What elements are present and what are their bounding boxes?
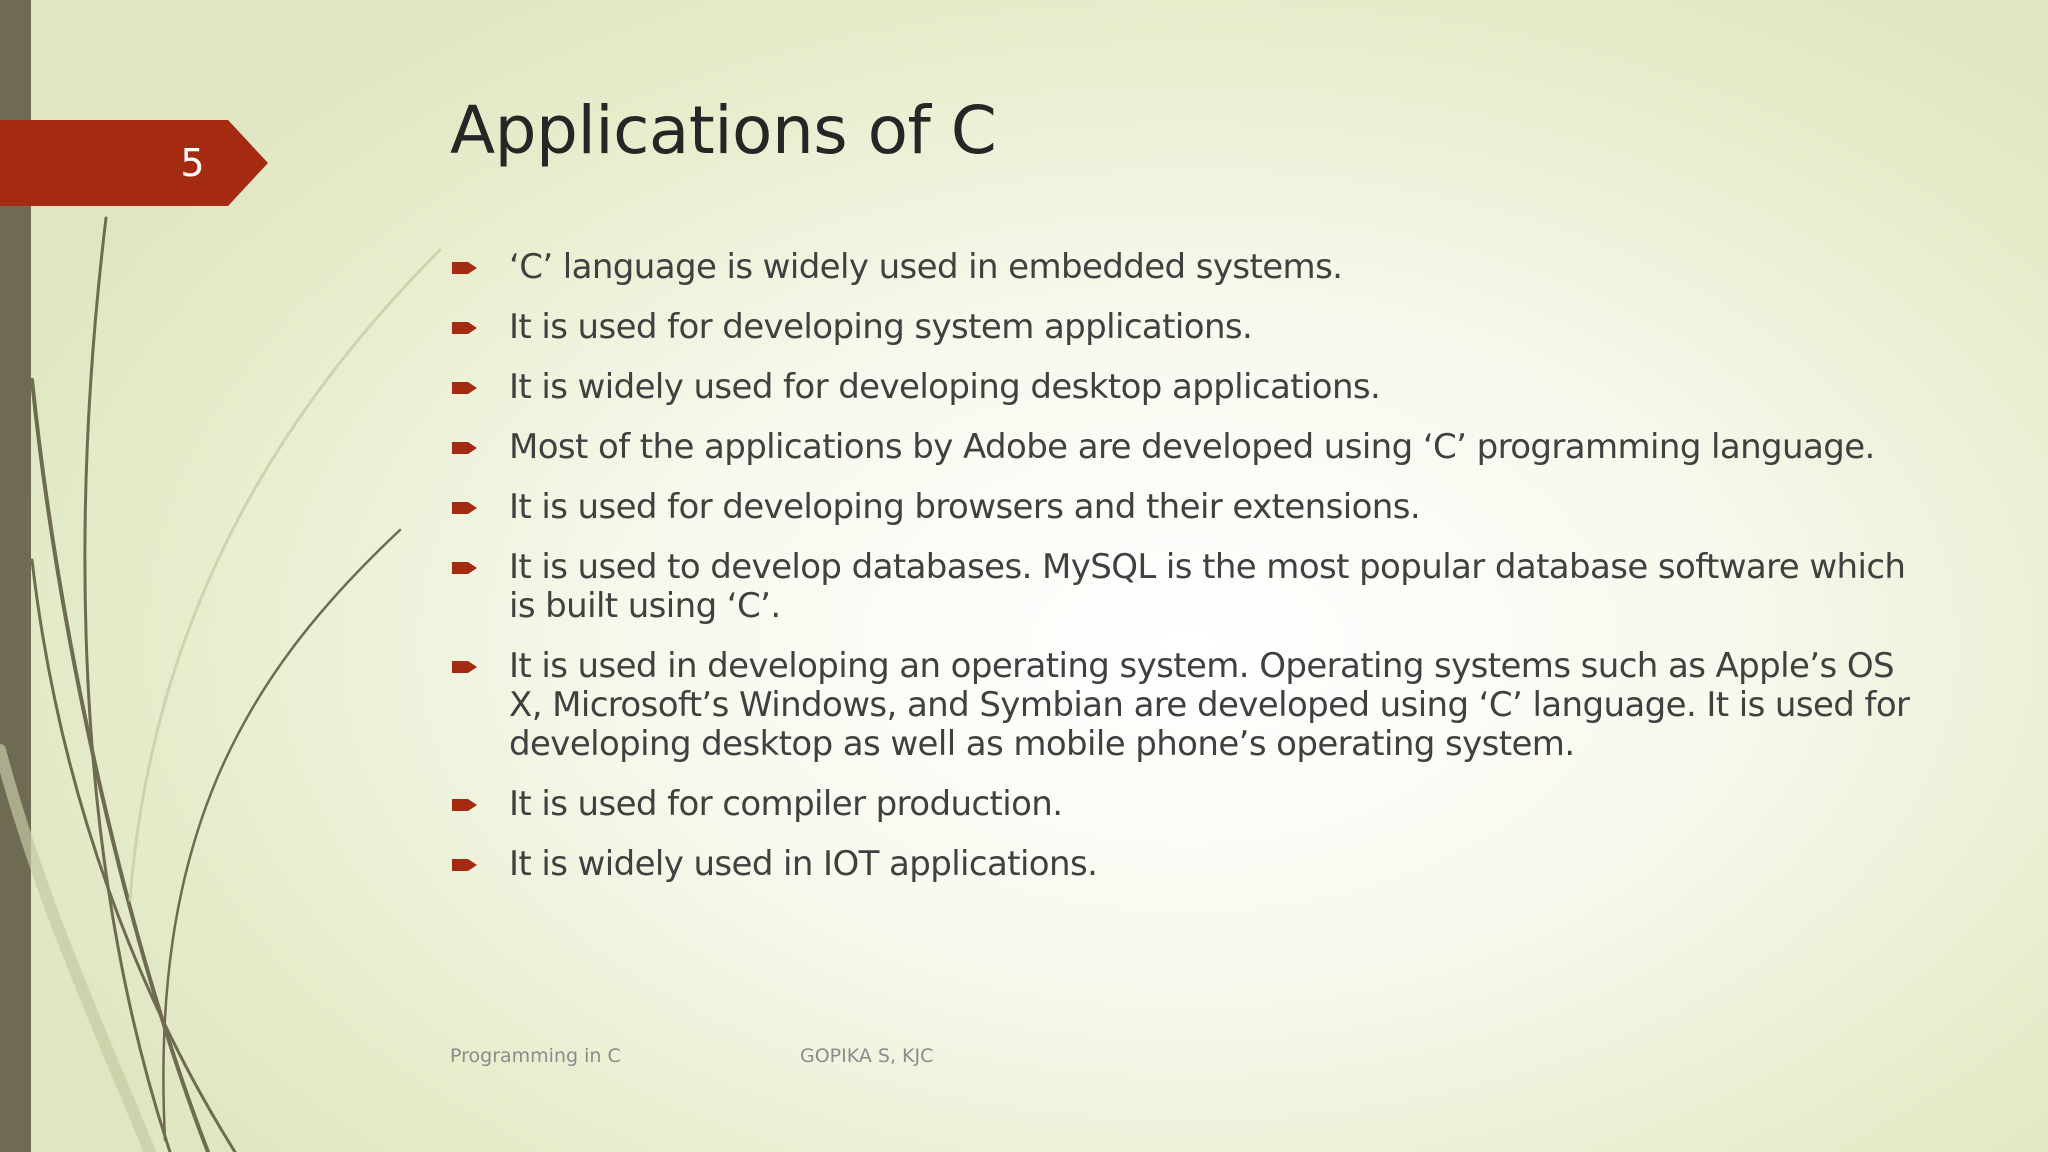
bullet-item xyxy=(452,248,1912,287)
arrow-bullet-icon xyxy=(452,439,478,457)
slide-title: Applications of C xyxy=(450,92,997,169)
bullet-text: It is widely used for developing desktop applications. xyxy=(509,367,1381,407)
footer-author: GOPIKA S, KJC xyxy=(800,1045,934,1067)
bullet-text: It is used to develop databases. MySQL is the most popular database software which is built using ‘C’. xyxy=(509,547,1906,626)
bullet-text: It is used for developing system applications. xyxy=(509,307,1253,347)
arrow-bullet-icon xyxy=(452,559,478,577)
arrow-bullet-icon xyxy=(452,796,478,814)
bullet-item xyxy=(452,548,1912,626)
arrow-bullet-icon xyxy=(452,379,478,397)
bullet-text: It is widely used in IOT applications. xyxy=(509,844,1098,884)
bullet-item xyxy=(452,488,1912,527)
bullet-text: It is used for developing browsers and their extensions. xyxy=(509,487,1421,527)
bullet-item xyxy=(452,428,1912,467)
arrow-bullet-icon xyxy=(452,856,478,874)
arrow-bullet-icon xyxy=(452,319,478,337)
bullet-text: Most of the applications by Adobe are developed using ‘C’ programming language. xyxy=(509,427,1875,467)
bullet-item xyxy=(452,308,1912,347)
slide-number-tab xyxy=(0,120,268,206)
bullet-text: It is used in developing an operating system. Operating systems such as Apple’s OS X, Microsoft’s Windows, and Symbian are developed using ‘C’ language. It is used for developing desktop as well as mobile phone’s operating system. xyxy=(509,646,1910,764)
arrow-bullet-icon xyxy=(452,499,478,517)
bullet-item xyxy=(452,785,1912,824)
bullet-text: It is used for compiler production. xyxy=(509,784,1063,824)
arrow-bullet-icon xyxy=(452,658,478,676)
bullet-item xyxy=(452,368,1912,407)
bullet-text: ‘C’ language is widely used in embedded systems. xyxy=(509,247,1343,287)
footer-course-name: Programming in C xyxy=(450,1045,621,1067)
bullet-item xyxy=(452,647,1912,764)
bullet-list xyxy=(452,248,1912,905)
slide-number: 5 xyxy=(180,141,205,185)
arrow-bullet-icon xyxy=(452,259,478,277)
slide-number-arrow-shape xyxy=(0,120,268,206)
bullet-item xyxy=(452,845,1912,884)
